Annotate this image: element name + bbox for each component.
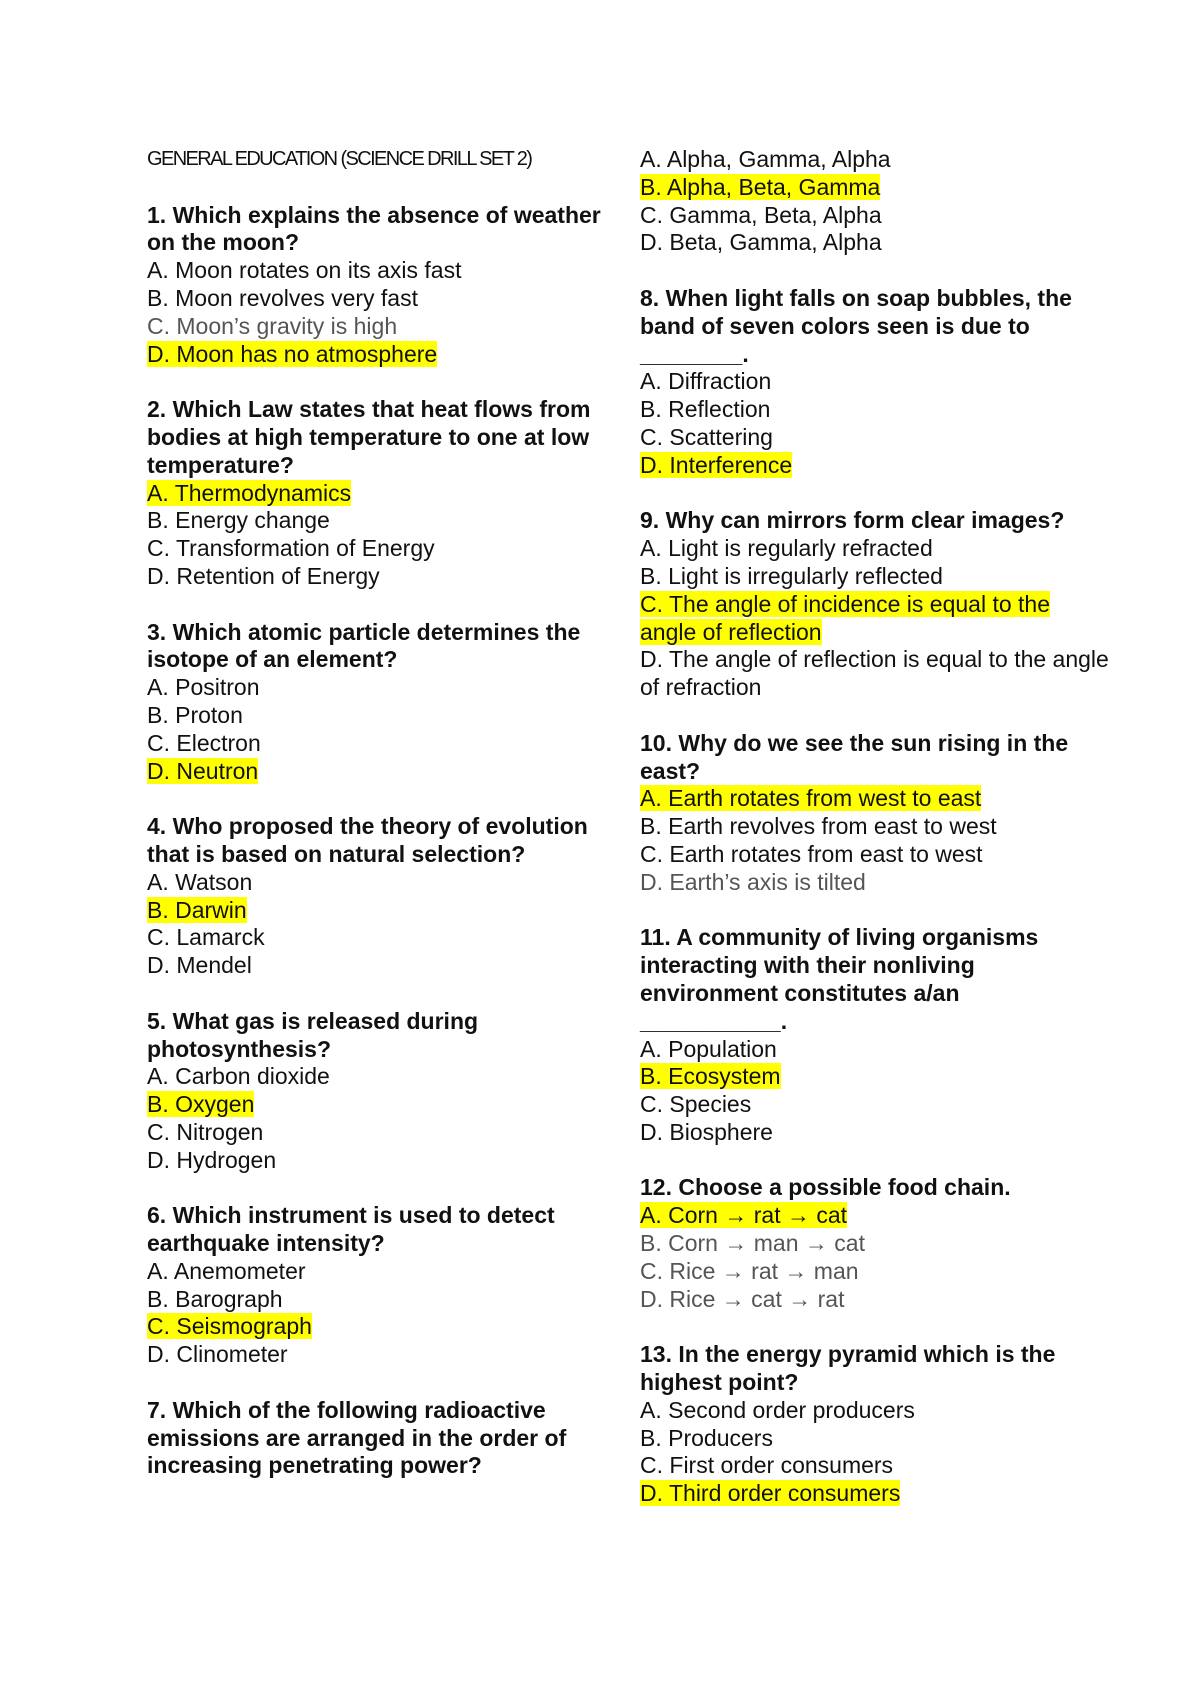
answer-options bbox=[640, 535, 1110, 702]
answer-option bbox=[147, 1063, 617, 1091]
answer-option bbox=[640, 1091, 1110, 1119]
answer-text: C. Moon’s gravity is high bbox=[147, 312, 398, 339]
answer-options bbox=[640, 368, 1110, 479]
answer-text: A. Positron bbox=[147, 674, 260, 701]
question-block bbox=[147, 813, 617, 980]
answer-text: D. Clinometer bbox=[147, 1341, 288, 1368]
answer-options bbox=[640, 146, 1110, 257]
question-text: 7. Which of the following radioactive emissions are arranged in the order of increasing penetrating power? bbox=[147, 1396, 567, 1479]
question-block bbox=[640, 730, 1110, 897]
answer-option bbox=[147, 952, 617, 980]
answer-options bbox=[640, 1397, 1110, 1508]
answer-option bbox=[147, 1119, 617, 1147]
answer-options bbox=[147, 674, 617, 785]
page-title: GENERAL EDUCATION (SCIENCE DRILL SET 2) bbox=[147, 148, 532, 170]
answer-option bbox=[640, 1286, 1110, 1314]
answer-text: C. Species bbox=[640, 1091, 752, 1118]
answer-option bbox=[147, 674, 617, 702]
answer-option bbox=[147, 285, 617, 313]
right-column bbox=[640, 146, 1110, 1536]
answer-option bbox=[147, 313, 617, 341]
answer-text: B. Earth revolves from east to west bbox=[640, 813, 997, 840]
question-block bbox=[640, 924, 1110, 1146]
answer-text: A. Watson bbox=[147, 868, 253, 895]
answer-option bbox=[147, 869, 617, 897]
question-text: 3. Which atomic particle determines the isotope of an element? bbox=[147, 618, 581, 673]
answer-option bbox=[147, 1147, 617, 1175]
answer-text: B. Barograph bbox=[147, 1285, 283, 1312]
answer-options bbox=[147, 480, 617, 591]
highlighted-answer: C. Seismograph bbox=[147, 1313, 312, 1340]
answer-text: D. Earth’s axis is tilted bbox=[640, 868, 866, 895]
answer-options bbox=[147, 869, 617, 980]
answer-text: C. Earth rotates from east to west bbox=[640, 840, 983, 867]
question-text: 6. Which instrument is used to detect earthquake intensity? bbox=[147, 1202, 555, 1257]
question-text: 1. Which explains the absence of weather on the moon? bbox=[147, 201, 601, 256]
question-block bbox=[147, 1008, 617, 1175]
highlighted-answer: A. Corn → rat → cat bbox=[640, 1202, 848, 1229]
answer-text: C. First order consumers bbox=[640, 1452, 894, 1479]
answer-options bbox=[147, 1258, 617, 1369]
answer-option bbox=[147, 1091, 617, 1119]
answer-option bbox=[640, 535, 1110, 563]
answer-option bbox=[147, 924, 617, 952]
answer-options bbox=[640, 1036, 1110, 1147]
highlighted-answer: B. Darwin bbox=[147, 896, 247, 923]
answer-option bbox=[640, 1480, 1110, 1508]
answer-option bbox=[640, 785, 1110, 813]
answer-text: D. Hydrogen bbox=[147, 1146, 277, 1173]
question-text: 9. Why can mirrors form clear images? bbox=[640, 507, 1065, 534]
answer-option bbox=[640, 1119, 1110, 1147]
answer-option bbox=[640, 146, 1110, 174]
answer-option bbox=[640, 396, 1110, 424]
answer-text: A. Population bbox=[640, 1035, 777, 1062]
answer-option bbox=[147, 257, 617, 285]
answer-option bbox=[640, 1063, 1110, 1091]
answer-option bbox=[147, 507, 617, 535]
answer-text: B. Corn → man → cat bbox=[640, 1230, 865, 1257]
highlighted-answer: D. Moon has no atmosphere bbox=[147, 340, 438, 367]
highlighted-answer: D. Third order consumers bbox=[640, 1480, 901, 1507]
answer-text: D. Biosphere bbox=[640, 1118, 773, 1145]
answer-option bbox=[640, 1036, 1110, 1064]
answer-text: C. Transformation of Energy bbox=[147, 535, 435, 562]
highlighted-answer: D. Interference bbox=[640, 451, 793, 478]
question-block bbox=[640, 1341, 1110, 1508]
question-block bbox=[640, 285, 1110, 480]
answer-option bbox=[640, 1425, 1110, 1453]
answer-text: B. Light is irregularly reflected bbox=[640, 562, 943, 589]
answer-option bbox=[640, 813, 1110, 841]
answer-text: B. Moon revolves very fast bbox=[147, 284, 418, 311]
answer-option bbox=[147, 730, 617, 758]
question-block bbox=[147, 619, 617, 786]
question-block bbox=[147, 396, 617, 591]
highlighted-answer: C. The angle of incidence is equal to the angle of reflection bbox=[640, 590, 1051, 645]
answer-option bbox=[640, 1452, 1110, 1480]
answer-option bbox=[640, 1397, 1110, 1425]
question-text: 4. Who proposed the theory of evolution that is based on natural selection? bbox=[147, 813, 588, 867]
highlighted-answer: D. Neutron bbox=[147, 757, 259, 784]
answer-option bbox=[640, 563, 1110, 591]
answer-option bbox=[640, 869, 1110, 897]
answer-text: B. Proton bbox=[147, 701, 243, 728]
answer-option bbox=[147, 480, 617, 508]
question-text: 2. Which Law states that heat flows from bodies at high temperature to one at low temperature? bbox=[147, 396, 591, 478]
question-text: 8. When light falls on soap bubbles, the band of seven colors seen is due to ________. bbox=[640, 284, 1072, 367]
answer-text: A. Alpha, Gamma, Alpha bbox=[640, 146, 891, 172]
answer-text: C. Rice → rat → man bbox=[640, 1257, 859, 1284]
question-text: 10. Why do we see the sun rising in the east? bbox=[640, 729, 1069, 784]
answer-option bbox=[640, 452, 1110, 480]
answer-option bbox=[640, 1230, 1110, 1258]
answer-option bbox=[147, 1286, 617, 1314]
answer-options bbox=[147, 1063, 617, 1174]
question-block bbox=[640, 507, 1110, 702]
answer-option bbox=[640, 1258, 1110, 1286]
question-block bbox=[147, 202, 617, 369]
answer-text: D. Beta, Gamma, Alpha bbox=[640, 229, 882, 256]
question-text: 13. In the energy pyramid which is the highest point? bbox=[640, 1341, 1056, 1396]
question-block bbox=[147, 1202, 617, 1369]
answer-option bbox=[147, 341, 617, 369]
highlighted-answer: B. Oxygen bbox=[147, 1091, 255, 1118]
answer-text: C. Gamma, Beta, Alpha bbox=[640, 201, 882, 228]
question-text: 12. Choose a possible food chain. bbox=[640, 1174, 1011, 1201]
answer-text: C. Lamarck bbox=[147, 924, 265, 951]
answer-text: B. Producers bbox=[640, 1424, 773, 1451]
answer-options bbox=[640, 1202, 1110, 1313]
answer-text: D. The angle of reflection is equal to the angle of refraction bbox=[640, 646, 1109, 701]
question-list-left bbox=[147, 202, 617, 1481]
question-block bbox=[147, 1397, 617, 1480]
answer-text: D. Mendel bbox=[147, 952, 252, 979]
answer-option bbox=[147, 1313, 617, 1341]
answer-options bbox=[147, 257, 617, 368]
answer-text: C. Scattering bbox=[640, 423, 773, 450]
answer-text: C. Nitrogen bbox=[147, 1118, 264, 1145]
answer-option bbox=[147, 897, 617, 925]
question-text: 5. What gas is released during photosynthesis? bbox=[147, 1007, 479, 1062]
answer-option bbox=[640, 1202, 1110, 1230]
answer-option bbox=[640, 424, 1110, 452]
answer-option bbox=[147, 1258, 617, 1286]
question-block-continued bbox=[640, 146, 1110, 257]
answer-option bbox=[147, 563, 617, 591]
answer-option bbox=[147, 535, 617, 563]
answer-text: A. Diffraction bbox=[640, 368, 772, 395]
answer-option bbox=[640, 841, 1110, 869]
answer-options bbox=[640, 785, 1110, 896]
answer-option bbox=[640, 368, 1110, 396]
question-text: 11. A community of living organisms interacting with their nonliving environment constitutes a/an ___________. bbox=[640, 924, 1039, 1034]
answer-text: D. Retention of Energy bbox=[147, 562, 380, 589]
question-block bbox=[640, 1174, 1110, 1313]
answer-text: A. Moon rotates on its axis fast bbox=[147, 257, 462, 284]
answer-option bbox=[147, 758, 617, 786]
answer-text: A. Carbon dioxide bbox=[147, 1063, 330, 1090]
highlighted-answer: A. Thermodynamics bbox=[147, 479, 352, 506]
answer-option bbox=[147, 702, 617, 730]
highlighted-answer: B. Alpha, Beta, Gamma bbox=[640, 173, 881, 200]
answer-text: A. Light is regularly refracted bbox=[640, 535, 933, 562]
answer-option bbox=[640, 591, 1110, 647]
answer-option bbox=[147, 1341, 617, 1369]
answer-option bbox=[640, 174, 1110, 202]
answer-text: A. Anemometer bbox=[147, 1257, 306, 1284]
left-column bbox=[147, 146, 617, 1480]
answer-option bbox=[640, 229, 1110, 257]
answer-text: A. Second order producers bbox=[640, 1396, 915, 1423]
answer-text: B. Energy change bbox=[147, 507, 330, 534]
highlighted-answer: A. Earth rotates from west to east bbox=[640, 785, 982, 812]
question-list-right bbox=[640, 146, 1110, 1508]
highlighted-answer: B. Ecosystem bbox=[640, 1063, 781, 1090]
answer-text: C. Electron bbox=[147, 729, 261, 756]
answer-text: D. Rice → cat → rat bbox=[640, 1285, 845, 1312]
answer-text: B. Reflection bbox=[640, 396, 771, 423]
answer-option bbox=[640, 646, 1110, 702]
answer-option bbox=[640, 202, 1110, 230]
